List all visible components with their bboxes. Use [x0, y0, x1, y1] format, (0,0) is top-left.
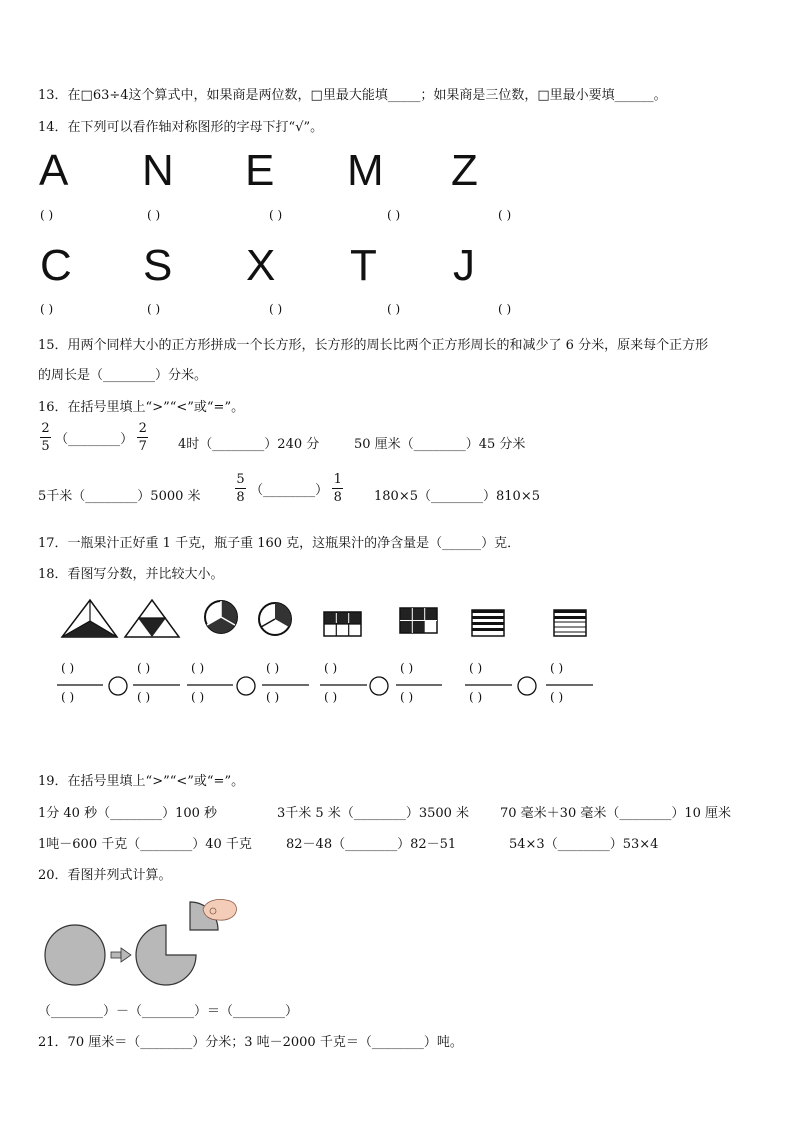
question-13: 13．在□63÷4这个算式中，如果商是两位数，□里最大能填_____；如果商是三位数，□里最小要填______。 — [38, 88, 667, 103]
letter-x: X — [246, 241, 276, 290]
answer-blank[interactable]: （________） — [332, 837, 411, 852]
numerator-paren[interactable]: ( ) — [400, 661, 414, 675]
numerator-paren[interactable]: ( ) — [137, 661, 151, 675]
question-16-title: 16．在括号里填上“>”“<”或“=”。 — [38, 400, 245, 415]
denominator-paren[interactable]: ( ) — [324, 690, 338, 704]
question-17: 17．一瓶果汁正好重 1 千克，瓶子重 160 克，这瓶果汁的净含量是（______）克． — [38, 536, 521, 551]
fraction: $\frac{2}{7}$ — [138, 421, 147, 454]
letter-j: J — [453, 241, 475, 290]
answer-blank[interactable]: （________） — [127, 837, 206, 852]
answer-paren[interactable]: ( ) — [269, 208, 283, 222]
question-14-title: 14．在下列可以看作轴对称图形的字母下打“√”。 — [38, 120, 324, 135]
q19-item: 1吨－600 千克（________）40 千克 — [38, 837, 252, 852]
answer-paren[interactable]: ( ) — [387, 208, 401, 222]
numerator-paren[interactable]: ( ) — [469, 661, 483, 675]
q19-item: 54×3（________）53×4 — [509, 837, 659, 852]
denominator-paren[interactable]: ( ) — [191, 690, 205, 704]
letter-m: M — [347, 146, 384, 195]
denominator-paren[interactable]: ( ) — [137, 690, 151, 704]
answer-paren[interactable]: ( ) — [147, 302, 161, 316]
answer-blank[interactable]: （________） — [340, 806, 419, 821]
letter-e: E — [245, 146, 275, 195]
numerator-paren[interactable]: ( ) — [61, 661, 75, 675]
letter-a: A — [39, 146, 69, 195]
answer-blank[interactable]: （________） — [55, 432, 134, 447]
question-20-title: 20．看图并列式计算。 — [38, 868, 172, 883]
letter-s: S — [143, 241, 173, 290]
numerator-paren[interactable]: ( ) — [266, 661, 280, 675]
fraction: $\frac{1}{8}$ — [333, 472, 342, 505]
q19-item: 70 毫米＋30 毫米（________）10 厘米 — [500, 806, 732, 821]
denominator-paren[interactable]: ( ) — [266, 690, 280, 704]
fraction: $\frac{5}{8}$ — [236, 472, 245, 505]
q16-item-2: 4时（________）240 分 — [178, 437, 320, 452]
answer-blank[interactable]: （________） — [250, 483, 329, 498]
answer-blank[interactable]: （________） — [606, 806, 685, 821]
question-18-title: 18．看图写分数，并比较大小。 — [38, 567, 224, 582]
denominator-paren[interactable]: ( ) — [550, 690, 564, 704]
full-circle — [45, 925, 105, 985]
letter-z: Z — [451, 146, 478, 195]
letter-t: T — [350, 241, 377, 290]
denominator-paren[interactable]: ( ) — [469, 690, 483, 704]
answer-blank[interactable]: （________） — [544, 837, 623, 852]
question-21: 21．70 厘米＝（________）分米；3 吨－2000 千克＝（________）吨。 — [38, 1035, 463, 1050]
numerator-paren[interactable]: ( ) — [550, 661, 564, 675]
answer-blank[interactable]: （________） — [97, 806, 176, 821]
answer-blank[interactable]: （________） — [417, 489, 496, 504]
numerator-paren[interactable]: ( ) — [191, 661, 205, 675]
answer-paren[interactable]: ( ) — [40, 208, 54, 222]
answer-blank[interactable]: （________） — [199, 437, 278, 452]
q19-item: 3千米 5 米（________）3500 米 — [277, 806, 470, 821]
question-19-title: 19．在括号里填上“>”“<”或“=”。 — [38, 774, 245, 789]
q16-item-6: 180×5（________）810×5 — [374, 489, 540, 504]
question-20-formula[interactable]: （________）－（________）＝（________） — [38, 1004, 299, 1019]
answer-blank[interactable]: （________） — [400, 437, 479, 452]
arrow-icon — [111, 948, 131, 962]
denominator-paren[interactable]: ( ) — [61, 690, 75, 704]
answer-paren[interactable]: ( ) — [147, 208, 161, 222]
fraction: $\frac{2}{5}$ — [41, 421, 50, 454]
q19-item: 1分 40 秒（________）100 秒 — [38, 806, 218, 821]
answer-paren[interactable]: ( ) — [269, 302, 283, 316]
numerator-paren[interactable]: ( ) — [324, 661, 338, 675]
answer-paren[interactable]: ( ) — [40, 302, 54, 316]
letter-c: C — [40, 241, 72, 290]
answer-blank[interactable]: （________） — [72, 489, 151, 504]
denominator-paren[interactable]: ( ) — [400, 690, 414, 704]
answer-paren[interactable]: ( ) — [498, 208, 512, 222]
q16-item-3: 50 厘米（________）45 分米 — [354, 437, 526, 452]
answer-paren[interactable]: ( ) — [387, 302, 401, 316]
question-15-line1: 15．用两个同样大小的正方形拼成一个长方形，长方形的周长比两个正方形周长的和减少了 6 分米，原来每个正方形 — [38, 338, 709, 353]
hand-holding-quarter-icon — [190, 899, 237, 930]
q19-item: 82－48（________）82－51 — [286, 837, 457, 852]
question-15-line2: 的周长是（________）分米。 — [38, 368, 208, 383]
answer-paren[interactable]: ( ) — [498, 302, 512, 316]
letter-n: N — [142, 146, 174, 195]
three-quarter-circle — [136, 925, 196, 985]
q16-item-4: 5千米（________）5000 米 — [38, 489, 201, 504]
